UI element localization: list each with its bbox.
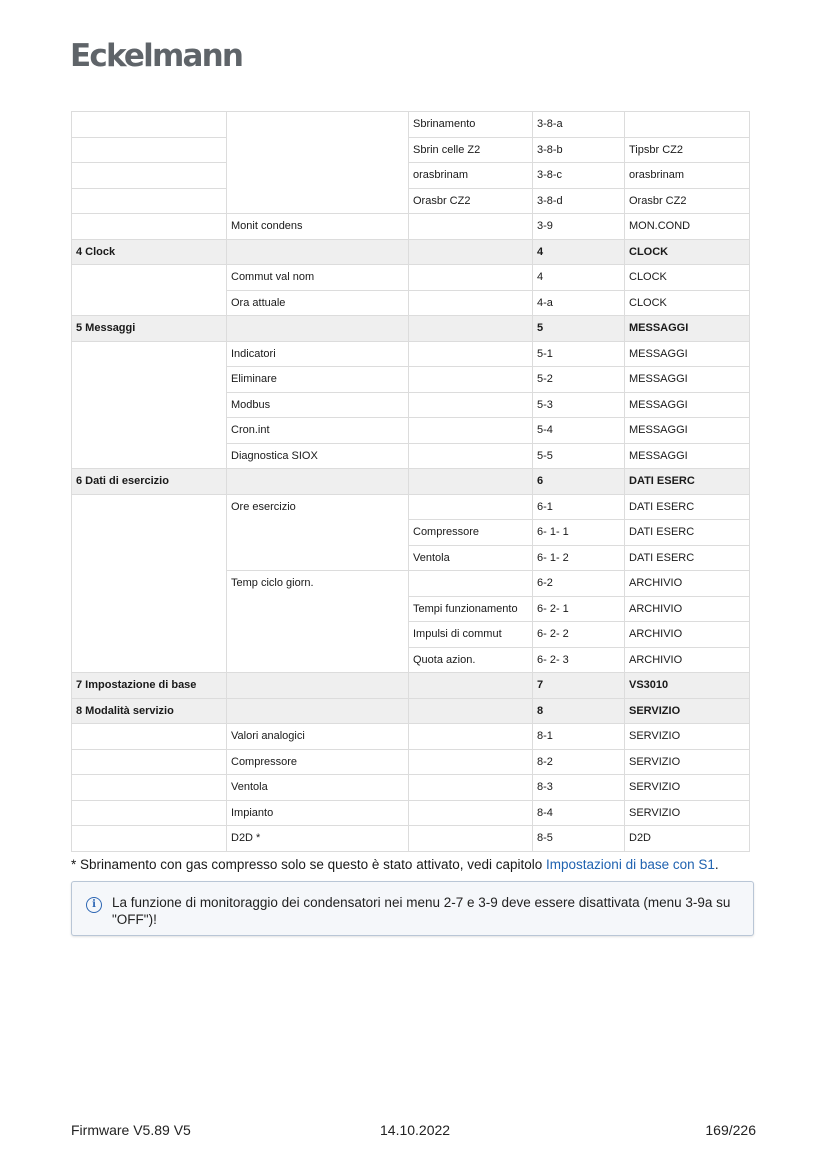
table-row: [72, 188, 750, 214]
code-cell: 4-a: [533, 290, 625, 316]
table-row: [72, 826, 750, 852]
display-cell: D2D: [625, 826, 750, 852]
display-cell: SERVIZIO: [625, 775, 750, 801]
display-cell: MESSAGGI: [625, 316, 750, 342]
level3-cell: [409, 826, 533, 852]
level1-cell: [72, 188, 227, 214]
level1-cell: [72, 826, 227, 852]
display-cell: MESSAGGI: [625, 367, 750, 393]
footnote-text: * Sbrinamento con gas compresso solo se questo è stato attivato, vedi capitolo: [71, 857, 547, 872]
display-cell: DATI ESERC: [625, 520, 750, 546]
table-row: [72, 800, 750, 826]
level1-cell: [72, 163, 227, 189]
menu-structure-table: [71, 111, 750, 852]
code-cell: 4: [533, 239, 625, 265]
level3-cell: orasbrinam: [409, 163, 533, 189]
level3-cell: Ventola: [409, 545, 533, 571]
display-cell: SERVIZIO: [625, 749, 750, 775]
display-cell: DATI ESERC: [625, 545, 750, 571]
level2-cell: Ora attuale: [227, 290, 409, 316]
code-cell: 6- 1- 1: [533, 520, 625, 546]
code-cell: 3-8-c: [533, 163, 625, 189]
level3-cell: [409, 800, 533, 826]
level2-cell: [227, 673, 409, 699]
display-cell: SERVIZIO: [625, 724, 750, 750]
info-note: [71, 881, 754, 936]
table-row: [72, 341, 750, 367]
display-cell: ARCHIVIO: [625, 647, 750, 673]
level2-cell: Monit condens: [227, 214, 409, 240]
table-row: [72, 214, 750, 240]
level2-cell: Compressore: [227, 749, 409, 775]
note-text: La funzione di monitoraggio dei condensatori nei menu 2-7 e 3-9 deve essere disattivata (menu 3-9a su "OFF")!: [112, 895, 731, 927]
code-cell: 8-4: [533, 800, 625, 826]
footnote-end: .: [714, 857, 719, 872]
display-cell: SERVIZIO: [625, 698, 750, 724]
code-cell: 8-2: [533, 749, 625, 775]
level2-cell: Impianto: [227, 800, 409, 826]
level3-cell: Sbrin celle Z2: [409, 137, 533, 163]
level3-cell: [409, 571, 533, 597]
display-cell: MESSAGGI: [625, 418, 750, 444]
table-row: [72, 112, 750, 138]
code-cell: 3-9: [533, 214, 625, 240]
display-cell: Tipsbr CZ2: [625, 137, 750, 163]
display-cell: Orasbr CZ2: [625, 188, 750, 214]
table-row-section: [72, 698, 750, 724]
level3-cell: Tempi funzionamento: [409, 596, 533, 622]
level1-cell: [72, 112, 227, 138]
display-cell: DATI ESERC: [625, 469, 750, 495]
level3-cell: [409, 673, 533, 699]
code-cell: 5-3: [533, 392, 625, 418]
level3-cell: [409, 443, 533, 469]
code-cell: 3-8-a: [533, 112, 625, 138]
display-cell: ARCHIVIO: [625, 596, 750, 622]
code-cell: 5-2: [533, 367, 625, 393]
level1-cell: [72, 800, 227, 826]
display-cell: orasbrinam: [625, 163, 750, 189]
level1-cell: 6 Dati di esercizio: [72, 469, 227, 495]
level1-cell: [72, 724, 227, 750]
display-cell: VS3010: [625, 673, 750, 699]
level3-cell: [409, 494, 533, 520]
level3-cell: Compressore: [409, 520, 533, 546]
level3-cell: [409, 239, 533, 265]
level2-cell: Cron.int: [227, 418, 409, 444]
code-cell: 6- 2- 2: [533, 622, 625, 648]
level1-cell: [72, 265, 227, 316]
code-cell: 5-4: [533, 418, 625, 444]
level3-cell: [409, 749, 533, 775]
level2-cell: Eliminare: [227, 367, 409, 393]
code-cell: 5-5: [533, 443, 625, 469]
code-cell: 3-8-d: [533, 188, 625, 214]
display-cell: [625, 112, 750, 138]
level3-cell: Impulsi di commut: [409, 622, 533, 648]
level3-cell: Quota azion.: [409, 647, 533, 673]
level2-cell: Diagnostica SIOX: [227, 443, 409, 469]
display-cell: CLOCK: [625, 265, 750, 291]
table-row-section: [72, 673, 750, 699]
level2-cell: Commut val nom: [227, 265, 409, 291]
code-cell: 8-1: [533, 724, 625, 750]
display-cell: MESSAGGI: [625, 392, 750, 418]
table-row: [72, 265, 750, 291]
footer-page-number: 169/226: [705, 1122, 756, 1138]
footer-firmware: Firmware V5.89 V5: [71, 1122, 191, 1138]
code-cell: 6-1: [533, 494, 625, 520]
level1-cell: 7 Impostazione di base: [72, 673, 227, 699]
code-cell: 3-8-b: [533, 137, 625, 163]
level3-cell: [409, 316, 533, 342]
level3-cell: [409, 265, 533, 291]
footnote: [71, 857, 719, 872]
level1-cell: [72, 137, 227, 163]
display-cell: SERVIZIO: [625, 800, 750, 826]
footer-date: 14.10.2022: [380, 1122, 451, 1138]
level3-cell: [409, 290, 533, 316]
code-cell: 6- 2- 3: [533, 647, 625, 673]
table-row: [72, 724, 750, 750]
level1-cell: 5 Messaggi: [72, 316, 227, 342]
code-cell: 7: [533, 673, 625, 699]
level3-cell: [409, 469, 533, 495]
level3-cell: [409, 418, 533, 444]
level3-cell: Orasbr CZ2: [409, 188, 533, 214]
table-row-section: [72, 239, 750, 265]
level2-cell: Valori analogici: [227, 724, 409, 750]
code-cell: 5: [533, 316, 625, 342]
code-cell: 6- 1- 2: [533, 545, 625, 571]
level2-cell: D2D *: [227, 826, 409, 852]
level1-cell: [72, 775, 227, 801]
display-cell: CLOCK: [625, 290, 750, 316]
code-cell: 5-1: [533, 341, 625, 367]
code-cell: 8-3: [533, 775, 625, 801]
level2-cell: Temp ciclo giorn.: [227, 571, 409, 673]
display-cell: MESSAGGI: [625, 341, 750, 367]
display-cell: DATI ESERC: [625, 494, 750, 520]
brand-logo: Eckelmann: [70, 38, 243, 74]
level2-cell: Ventola: [227, 775, 409, 801]
display-cell: ARCHIVIO: [625, 571, 750, 597]
level1-cell: [72, 494, 227, 673]
table-row-section: [72, 316, 750, 342]
table-row-section: [72, 469, 750, 495]
display-cell: ARCHIVIO: [625, 622, 750, 648]
level1-cell: [72, 341, 227, 469]
level3-cell: [409, 392, 533, 418]
level2-cell: [227, 316, 409, 342]
chapter-link[interactable]: Impostazioni di base con S1: [546, 857, 715, 872]
code-cell: 8-5: [533, 826, 625, 852]
level2-cell: [227, 239, 409, 265]
table-row: [72, 749, 750, 775]
level2-cell: [227, 469, 409, 495]
level2-cell: Modbus: [227, 392, 409, 418]
level1-cell: [72, 214, 227, 240]
table-row: [72, 137, 750, 163]
table-row: [72, 163, 750, 189]
level3-cell: [409, 214, 533, 240]
code-cell: 4: [533, 265, 625, 291]
table-row: [72, 775, 750, 801]
level2-cell: Indicatori: [227, 341, 409, 367]
level1-cell: 4 Clock: [72, 239, 227, 265]
display-cell: MON.COND: [625, 214, 750, 240]
level3-cell: Sbrinamento: [409, 112, 533, 138]
level2-cell: Ore esercizio: [227, 494, 409, 571]
code-cell: 6: [533, 469, 625, 495]
display-cell: CLOCK: [625, 239, 750, 265]
level1-cell: [72, 749, 227, 775]
code-cell: 6-2: [533, 571, 625, 597]
display-cell: MESSAGGI: [625, 443, 750, 469]
level3-cell: [409, 724, 533, 750]
level3-cell: [409, 698, 533, 724]
level3-cell: [409, 367, 533, 393]
code-cell: 6- 2- 1: [533, 596, 625, 622]
level3-cell: [409, 341, 533, 367]
level2-cell: [227, 112, 409, 214]
level1-cell: 8 Modalità servizio: [72, 698, 227, 724]
info-icon: i: [86, 897, 102, 913]
table-row: [72, 494, 750, 520]
code-cell: 8: [533, 698, 625, 724]
level2-cell: [227, 698, 409, 724]
level3-cell: [409, 775, 533, 801]
